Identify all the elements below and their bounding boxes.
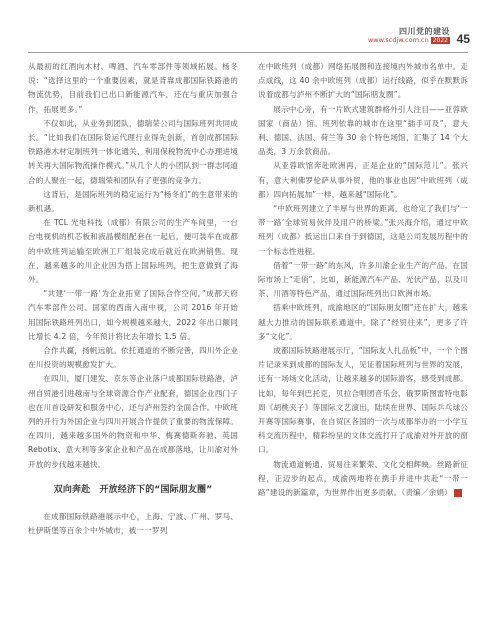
left-column: [28, 60, 238, 630]
paragraph: 这背后，是国际班列的稳定运行为“杨冬们”的生意带来的新机遇。: [28, 189, 238, 214]
magazine-name: 四川党的建设: [399, 27, 450, 36]
paragraph: “中欧班列建立了丰厚与世界的距离，也给定了我们与‘一带一路’全球贸易伙伴及用户的桥梁。”张兴海介绍，通过中欧班列（成都）抵运出口来自于到德国，这是公司发展历程中的一个标志性进程。: [258, 204, 468, 256]
site-year-badge: 2022: [432, 37, 448, 44]
site-url: [368, 36, 450, 44]
site-url-text: www.scdjw.com.cn: [367, 36, 429, 44]
section-title: 双向奔赴 开放经济下的“国际朋友圈”: [53, 484, 213, 495]
paragraph: 从亚蓉欧馆奔赴欧洲再，正是企业的“国际范儿”。张兴有，意大利佛罗伦萨从事外贸，他的事业也因“中欧班列（成都）四向拓展加”一样，越来越“国际化”。: [258, 161, 468, 199]
paragraph: 在中欧班列（成都）网络拓展图和连接境内外城市名单中。走点成线，这 40 余中欧班列（成都）运行线路，似乎在默默诉说着成都与泸州不断扩大的“国际朋友圈”。: [258, 62, 468, 100]
paragraph: 成都国际铁路港展示厅，“国际友人扎品板”中，一个个图片记录来到成都的国际友人，见证着国际班列与世界的发展，还有一场场文化活动，让越来越多的国际游客，感受到成都。比如，每年到巴托克，贝拉合唱团音乐会，俄罗斯图雷特电影周《胡桃夹子》等国际文艺演出，陆续在世界、国际乒乓球公开赛等国际赛事，在自贸区各国的一次与成都举办的一小学互科交流历程中，精彩纷呈的文体交流打开了成渝对外开放的窗口。: [258, 346, 468, 455]
page-number: 45: [456, 32, 470, 46]
paragraph: 展示中心旁，有一片欧式建筑群格外引人注目——亚蓉欧国家（商品）馆。班列依靠的城市在这里“插手可及”，意大利、德国、法国、荷兰等 30 余个特色场馆，汇集了 14 个大品类，3 万余款商品。: [258, 104, 468, 157]
end-mark-icon: [454, 489, 462, 497]
paragraph-final: [258, 458, 468, 501]
paragraph: 从最初的红酒向木材、啤酒、汽车零部件等领域拓展。杨冬说：“选择这里的一个重要因素，就是背靠成都国际铁路港的物流优势，目前我们已出口新能源汽车，还在与重庆加强合作，拓展更多。”: [28, 62, 238, 114]
paragraph: 不仅如此，从业务到团队，德瑞荣公司与国际班列共同成长。“比如我们在国际货运代理行业得先创新，首创成都国际铁路港木材定制班列一体化通关、利用保税物流中心办理进境转关再大国际物流操作模式。”从几个人的小团队到一群志同道合的人聚在一起，德瑞荣和团队有了更强的竞争力。: [28, 118, 238, 185]
paragraph: 借着“一带一路”的东风，许多川渝企业生产的产品，在国际市场上“走俏”，比如，新能源汽车产品、光伏产品，以及川茶、川酒等特色产品，通过国际班列出口欧洲市场。: [258, 260, 468, 299]
paragraph: “共建‘一带一路’为企业拓宽了国际合作空间。”成都天府汽车零部件公司、国家的西南入南中视，公司 2016 年开始用国际铁路班列出口，如今规模越来越大，2022 年出口额同比增长 4.2 倍，今年预计将比去年增长 1.5 倍。: [28, 289, 238, 341]
right-column: [258, 60, 468, 630]
header-divider: [28, 52, 468, 53]
paragraph: 在成都国际铁路港展示中心，上海、宁波、广州、罗马、杜伊斯堡等百余个中外城市，被一一罗列: [28, 511, 238, 536]
paragraph: 在四川，厦门建发、京东等企业落户成都国际铁路港，泸州自贸港引进越南与全球资源合作产业配套，德国企业西门子也在川首设研发和服务中心，还与泸州签约全面合作。中欧班列的开行为外国企业与四川开展合作提供了重要的物流保障。在四川，越来越多国外的物资和中华、梅赛德斯奔驰、英国Rebotix、意大利等多家企业和产品在成都落地，让川渝对外开放的步伐越来越快。: [28, 374, 238, 469]
paragraph: 合作共赢，扬帆远航。依托通道的不断完善，四川外企业在川投资的规模愈发扩大。: [28, 346, 238, 370]
paragraph: 搭乘中欧班列，成渝地区的“国际朋友圈”还在扩大，越来越大力推动的国际联系通道中，除了“经贸往来”，更多了许多“文化”。: [258, 303, 468, 341]
paragraph-final-text: 物流通道畅通、贸易往来繁荣、文化交相辉映。丝路新征程，正迈步的起点，成渝两地将在携手并进中共赴“一带一路”建设的新篇章，为世界作出更多贡献。（责编／余娟）: [258, 459, 468, 498]
page-header: [0, 0, 496, 56]
paragraph: 在 TCL 光电科技（成都）有限公司的生产车间里，一台台电视机的机芯板和液晶模组配套在一起后，便可装车在成都的中欧班列运输至欧洲工厂组装完成后就近在欧洲销售。现在，越来越多的川企业因为搭上国际班列，把生意做到了海外。: [28, 218, 238, 285]
